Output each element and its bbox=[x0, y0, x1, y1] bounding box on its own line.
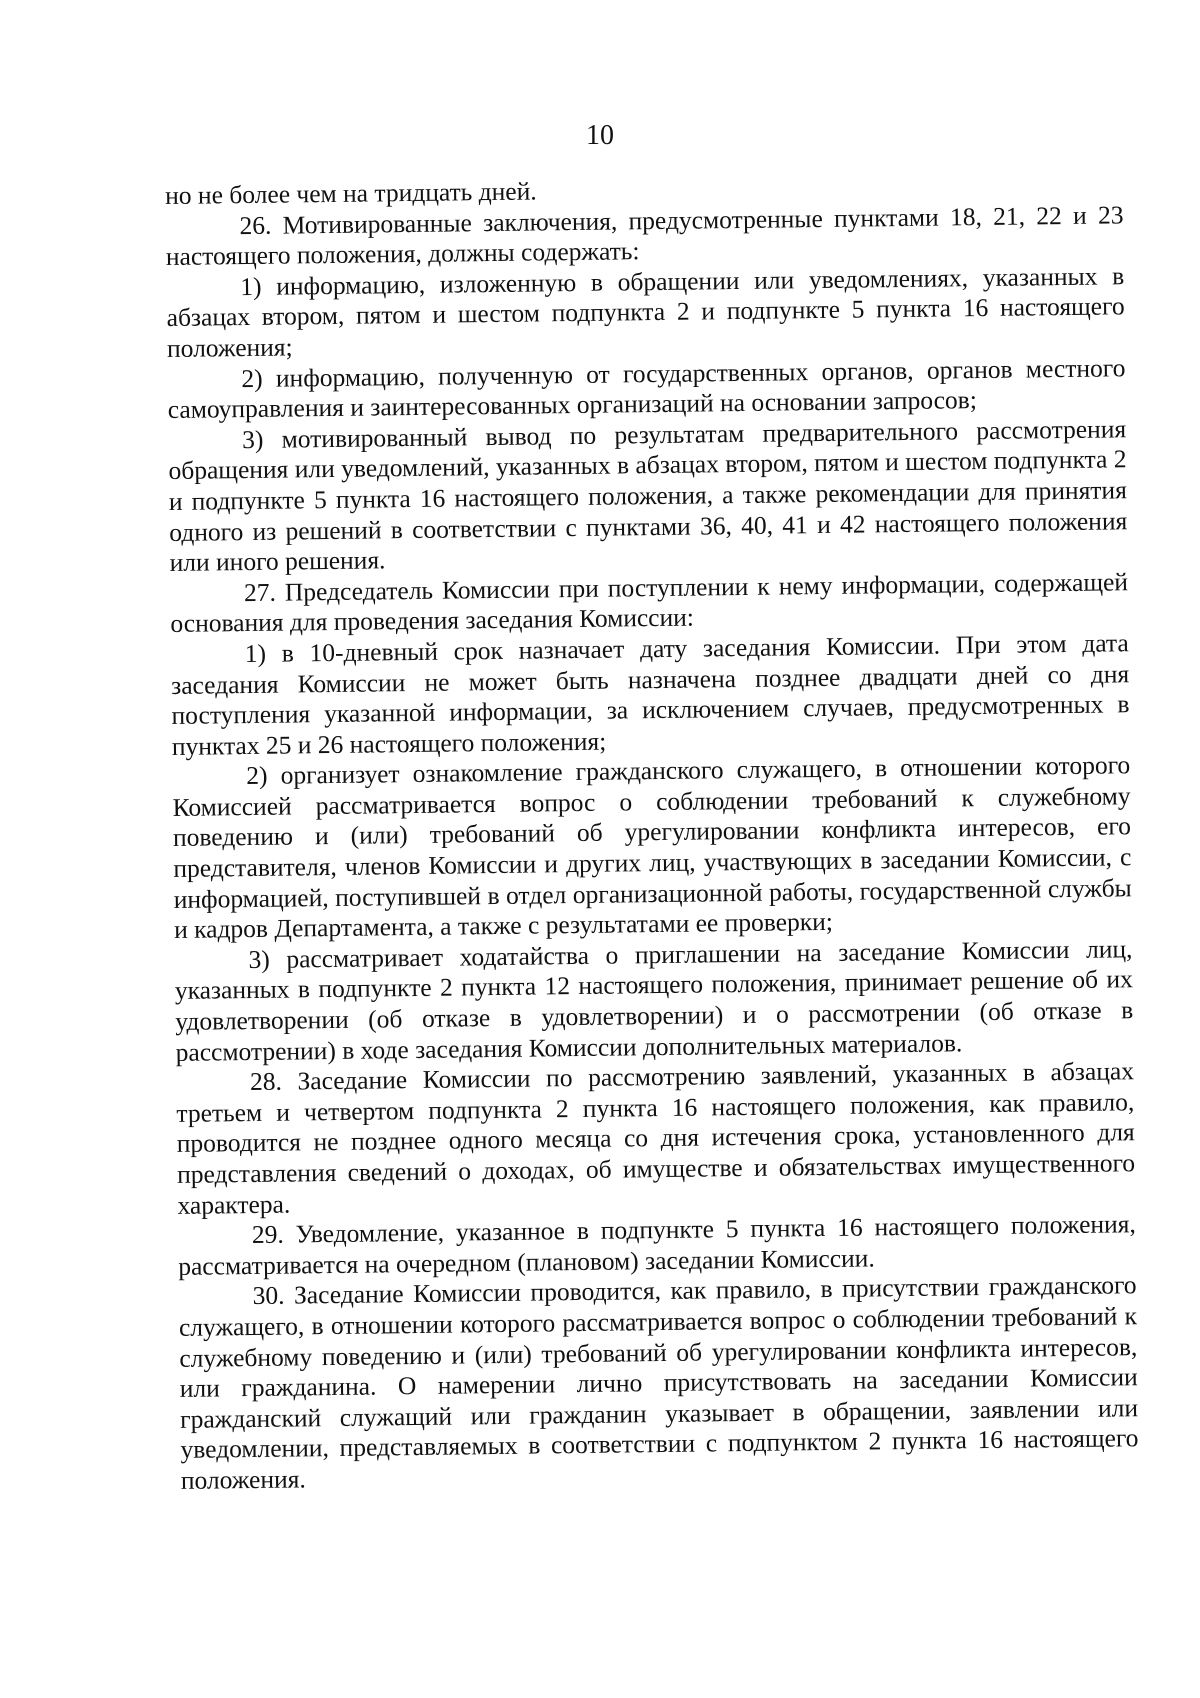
page-number: 10 bbox=[586, 120, 614, 151]
document-body bbox=[165, 169, 1139, 1496]
paragraph-26-item-2: 2) информацию, полученную от государственных органов, органов местного самоуправления и заинтересованных организаций на основании запросов; bbox=[167, 352, 1126, 425]
paragraph-continuation: но не более чем на тридцать дней. bbox=[165, 176, 537, 210]
paragraph-26-item-1: 1) информацию, изложенную в обращении или уведомлениях, указанных в абзацах втором, пятом и шестом подпункта 2 и подпункте 5 пункта 16 настоящего положения; bbox=[166, 261, 1125, 363]
paragraph-26-item-3: 3) мотивированный вывод по результатам предварительного рассмотрения обращения или уведомлений, указанных в абзацах втором, пятом и шестом подпункта 2 и подпункте 5 пункта 16 настоящего положения, а также рекомендации для принятия одного из решений в соответствии с пунктами 36, 40, 41 и 42 настоящего положения или иного решения. bbox=[168, 414, 1128, 578]
paragraph-27-item-1: 1) в 10-дневный срок назначает дату заседания Комиссии. При этом дата заседания Комиссии не может быть назначена позднее двадцати дней со дня поступления указанной информации, за исключением случаев, предусмотренных в пунктах 25 и 26 настоящего положения; bbox=[170, 628, 1130, 761]
paragraph-28: 28. Заседание Комиссии по рассмотрению заявлений, указанных в абзацах третьем и четвертом подпункта 2 пункта 16 настоящего положения, как правило, проводится не позднее одного месяца со дня истечения срока, установленного для представления сведений о доходах, об имуществе и обязательствах имущественного характера. bbox=[176, 1056, 1136, 1220]
paragraph-29: 29. Уведомление, указанное в подпункте 5 пункта 16 настоящего положения, рассматривается на очередном (плановом) заседании Комиссии. bbox=[178, 1209, 1136, 1281]
paragraph-27-item-3: 3) рассматривает ходатайства о приглашении на заседание Комиссии лиц, указанных в подпункте 2 пункта 12 настоящего положения, принимает решение об их удовлетворении (об отказе в удовлетворении) и о рассмотрении (об отказе в рассмотрении) в ходе заседания Комиссии дополнительных материалов. bbox=[174, 934, 1134, 1067]
paragraph-27: 27. Председатель Комиссии при поступлении к нему информации, содержащей основания для проведения заседания Комиссии: bbox=[170, 566, 1129, 639]
paragraph-26: 26. Мотивированные заключения, предусмотренные пунктами 18, 21, 22 и 23 настоящего положения, должны содержать: bbox=[165, 199, 1124, 272]
paragraph-27-item-2: 2) организует ознакомление гражданского служащего, в отношении которого Комиссией рассматривается вопрос о соблюдении требований к служебному поведению и (или) требований об урегулировании конфликта интересов, его представителя, членов Комиссии и других лиц, участвующих в заседании Комиссии, с информацией, поступившей в отдел организационной работы, государственной службы и кадров Департамента, а также с результатами ее проверки; bbox=[172, 750, 1132, 945]
paragraph-30: 30. Заседание Комиссии проводится, как правило, в присутствии гражданского служащего, в отношении которого рассматривается вопрос о соблюдении требований к служебному поведению и (или) требований об урегулировании конфликта интересов, или гражданина. О намерении лично присутствовать на заседании Комиссии гражданский служащий или гражданин указывает в обращении, заявлении или уведомлении, представляемых в соответствии с подпунктом 2 пункта 16 настоящего положения. bbox=[178, 1270, 1139, 1495]
